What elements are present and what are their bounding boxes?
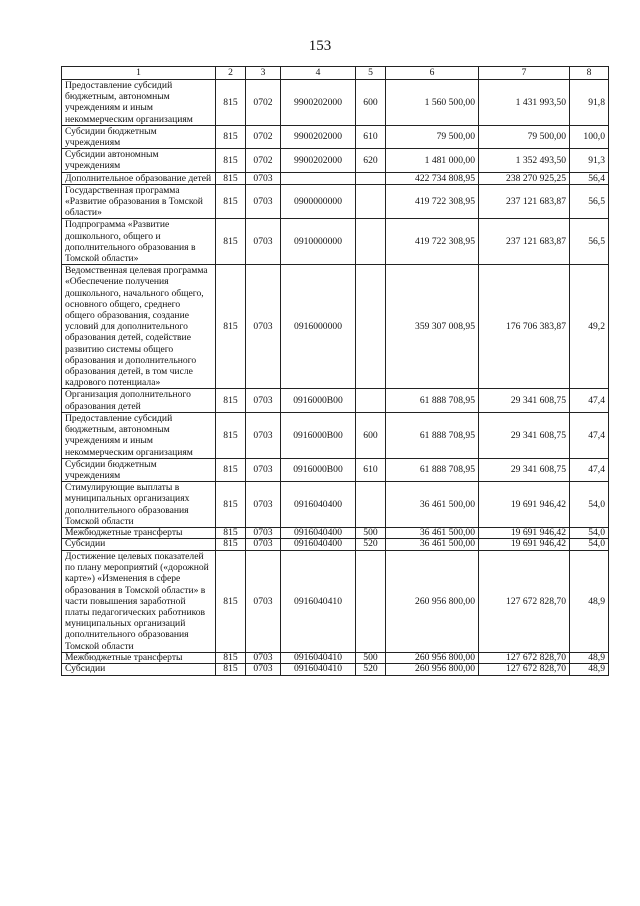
row-name-cell: Субсидии бюджетным учреждениям [62, 458, 216, 481]
section-code-cell: 0702 [246, 149, 281, 172]
executed-amount-cell: 176 706 383,87 [479, 265, 570, 389]
expense-type-cell: 610 [356, 458, 386, 481]
target-article-cell: 0916040410 [281, 652, 356, 664]
admin-code-cell: 815 [216, 80, 246, 126]
table-row [62, 149, 609, 172]
admin-code-cell: 815 [216, 219, 246, 265]
target-article-cell: 0900000000 [281, 184, 356, 219]
executed-amount-cell: 1 352 493,50 [479, 149, 570, 172]
executed-amount-cell: 1 431 993,50 [479, 80, 570, 126]
target-article-cell: 0916000В00 [281, 458, 356, 481]
expense-type-cell [356, 482, 386, 528]
table-row [62, 219, 609, 265]
planned-amount-cell: 79 500,00 [386, 125, 479, 148]
execution-percent-cell: 56,5 [570, 219, 609, 265]
planned-amount-cell: 260 956 800,00 [386, 550, 479, 652]
execution-percent-cell: 48,9 [570, 664, 609, 676]
expense-type-cell [356, 550, 386, 652]
expense-type-cell [356, 184, 386, 219]
planned-amount-cell: 61 888 708,95 [386, 412, 479, 458]
section-code-cell: 0703 [246, 265, 281, 389]
budget-execution-table [61, 66, 609, 676]
row-name-cell: Государственная программа «Развитие образования в Томской области» [62, 184, 216, 219]
target-article-cell [281, 172, 356, 184]
column-header: 5 [356, 67, 386, 80]
expense-type-cell: 520 [356, 539, 386, 551]
planned-amount-cell: 36 461 500,00 [386, 527, 479, 539]
row-name-cell: Субсидии автономным учреждениям [62, 149, 216, 172]
planned-amount-cell: 419 722 308,95 [386, 184, 479, 219]
target-article-cell: 9900202000 [281, 149, 356, 172]
section-code-cell: 0703 [246, 458, 281, 481]
column-header: 1 [62, 67, 216, 80]
execution-percent-cell: 91,8 [570, 80, 609, 126]
admin-code-cell: 815 [216, 458, 246, 481]
executed-amount-cell: 127 672 828,70 [479, 550, 570, 652]
section-code-cell: 0703 [246, 539, 281, 551]
section-code-cell: 0703 [246, 550, 281, 652]
table-row [62, 482, 609, 528]
section-code-cell: 0703 [246, 172, 281, 184]
admin-code-cell: 815 [216, 389, 246, 412]
target-article-cell: 0916040410 [281, 664, 356, 676]
row-name-cell: Ведомственная целевая программа «Обеспечение получения дошкольного, начального общего, основного общего, среднего общего образования, создание условий для дополнительного образования детей, содействие развитию системы общего образования и дополнительного образования детей, в том числе кадрового потенциала» [62, 265, 216, 389]
section-code-cell: 0703 [246, 482, 281, 528]
planned-amount-cell: 61 888 708,95 [386, 389, 479, 412]
target-article-cell: 0916040400 [281, 482, 356, 528]
row-name-cell: Предоставление субсидий бюджетным, автономным учреждениям и иным некоммерческим организациям [62, 412, 216, 458]
target-article-cell: 9900202000 [281, 125, 356, 148]
row-name-cell: Предоставление субсидий бюджетным, автономным учреждениям и иным некоммерческим организациям [62, 80, 216, 126]
table-row [62, 125, 609, 148]
execution-percent-cell: 47,4 [570, 389, 609, 412]
target-article-cell: 0916000В00 [281, 412, 356, 458]
expense-type-cell [356, 265, 386, 389]
admin-code-cell: 815 [216, 652, 246, 664]
expense-type-cell [356, 389, 386, 412]
column-header: 3 [246, 67, 281, 80]
execution-percent-cell: 49,2 [570, 265, 609, 389]
admin-code-cell: 815 [216, 527, 246, 539]
executed-amount-cell: 29 341 608,75 [479, 412, 570, 458]
table-header-row [62, 67, 609, 80]
execution-percent-cell: 48,9 [570, 652, 609, 664]
row-name-cell: Межбюджетные трансферты [62, 527, 216, 539]
table-row [62, 389, 609, 412]
section-code-cell: 0703 [246, 219, 281, 265]
target-article-cell: 0916040400 [281, 527, 356, 539]
row-name-cell: Организация дополнительного образования детей [62, 389, 216, 412]
executed-amount-cell: 19 691 946,42 [479, 527, 570, 539]
expense-type-cell: 500 [356, 527, 386, 539]
admin-code-cell: 815 [216, 412, 246, 458]
executed-amount-cell: 127 672 828,70 [479, 664, 570, 676]
execution-percent-cell: 56,4 [570, 172, 609, 184]
row-name-cell: Межбюджетные трансферты [62, 652, 216, 664]
row-name-cell: Подпрограмма «Развитие дошкольного, общего и дополнительного образования в Томской области» [62, 219, 216, 265]
planned-amount-cell: 61 888 708,95 [386, 458, 479, 481]
admin-code-cell: 815 [216, 482, 246, 528]
row-name-cell: Дополнительное образование детей [62, 172, 216, 184]
execution-percent-cell: 48,9 [570, 550, 609, 652]
column-header: 8 [570, 67, 609, 80]
row-name-cell: Субсидии бюджетным учреждениям [62, 125, 216, 148]
executed-amount-cell: 19 691 946,42 [479, 482, 570, 528]
table-row [62, 184, 609, 219]
admin-code-cell: 815 [216, 664, 246, 676]
target-article-cell: 0916000000 [281, 265, 356, 389]
planned-amount-cell: 419 722 308,95 [386, 219, 479, 265]
planned-amount-cell: 422 734 808,95 [386, 172, 479, 184]
executed-amount-cell: 29 341 608,75 [479, 458, 570, 481]
table-row [62, 458, 609, 481]
target-article-cell: 0916000В00 [281, 389, 356, 412]
executed-amount-cell: 237 121 683,87 [479, 219, 570, 265]
expense-type-cell [356, 219, 386, 265]
admin-code-cell: 815 [216, 125, 246, 148]
section-code-cell: 0703 [246, 412, 281, 458]
section-code-cell: 0703 [246, 664, 281, 676]
page-number: 153 [308, 38, 332, 54]
section-code-cell: 0703 [246, 652, 281, 664]
target-article-cell: 0910000000 [281, 219, 356, 265]
execution-percent-cell: 54,0 [570, 539, 609, 551]
column-header: 6 [386, 67, 479, 80]
expense-type-cell: 600 [356, 80, 386, 126]
row-name-cell: Субсидии [62, 539, 216, 551]
section-code-cell: 0703 [246, 184, 281, 219]
row-name-cell: Достижение целевых показателей по плану мероприятий («дорожной карте») «Изменения в сфере образования в Томской области» в части повышения заработной платы педагогических работников муниципальных организаций дополнительного образования Томской области [62, 550, 216, 652]
planned-amount-cell: 260 956 800,00 [386, 652, 479, 664]
admin-code-cell: 815 [216, 550, 246, 652]
table-row [62, 550, 609, 652]
column-header: 2 [216, 67, 246, 80]
table-row [62, 265, 609, 389]
expense-type-cell [356, 172, 386, 184]
executed-amount-cell: 29 341 608,75 [479, 389, 570, 412]
target-article-cell: 0916040410 [281, 550, 356, 652]
expense-type-cell: 520 [356, 664, 386, 676]
executed-amount-cell: 237 121 683,87 [479, 184, 570, 219]
executed-amount-cell: 238 270 925,25 [479, 172, 570, 184]
planned-amount-cell: 260 956 800,00 [386, 664, 479, 676]
execution-percent-cell: 47,4 [570, 412, 609, 458]
expense-type-cell: 600 [356, 412, 386, 458]
row-name-cell: Стимулирующие выплаты в муниципальных организациях дополнительного образования Томской области [62, 482, 216, 528]
table-row [62, 539, 609, 551]
row-name-cell: Субсидии [62, 664, 216, 676]
section-code-cell: 0702 [246, 125, 281, 148]
column-header: 7 [479, 67, 570, 80]
table-row [62, 664, 609, 676]
execution-percent-cell: 47,4 [570, 458, 609, 481]
planned-amount-cell: 36 461 500,00 [386, 482, 479, 528]
expense-type-cell: 620 [356, 149, 386, 172]
executed-amount-cell: 127 672 828,70 [479, 652, 570, 664]
admin-code-cell: 815 [216, 172, 246, 184]
section-code-cell: 0703 [246, 389, 281, 412]
execution-percent-cell: 100,0 [570, 125, 609, 148]
executed-amount-cell: 19 691 946,42 [479, 539, 570, 551]
table-row [62, 652, 609, 664]
table-row [62, 527, 609, 539]
admin-code-cell: 815 [216, 539, 246, 551]
table-row [62, 80, 609, 126]
admin-code-cell: 815 [216, 265, 246, 389]
planned-amount-cell: 1 560 500,00 [386, 80, 479, 126]
table-row [62, 172, 609, 184]
planned-amount-cell: 1 481 000,00 [386, 149, 479, 172]
admin-code-cell: 815 [216, 149, 246, 172]
column-header: 4 [281, 67, 356, 80]
section-code-cell: 0703 [246, 527, 281, 539]
planned-amount-cell: 359 307 008,95 [386, 265, 479, 389]
expense-type-cell: 500 [356, 652, 386, 664]
target-article-cell: 0916040400 [281, 539, 356, 551]
expense-type-cell: 610 [356, 125, 386, 148]
execution-percent-cell: 56,5 [570, 184, 609, 219]
section-code-cell: 0702 [246, 80, 281, 126]
table-row [62, 412, 609, 458]
execution-percent-cell: 54,0 [570, 527, 609, 539]
executed-amount-cell: 79 500,00 [479, 125, 570, 148]
target-article-cell: 9900202000 [281, 80, 356, 126]
planned-amount-cell: 36 461 500,00 [386, 539, 479, 551]
execution-percent-cell: 91,3 [570, 149, 609, 172]
execution-percent-cell: 54,0 [570, 482, 609, 528]
table-body [62, 80, 609, 676]
admin-code-cell: 815 [216, 184, 246, 219]
